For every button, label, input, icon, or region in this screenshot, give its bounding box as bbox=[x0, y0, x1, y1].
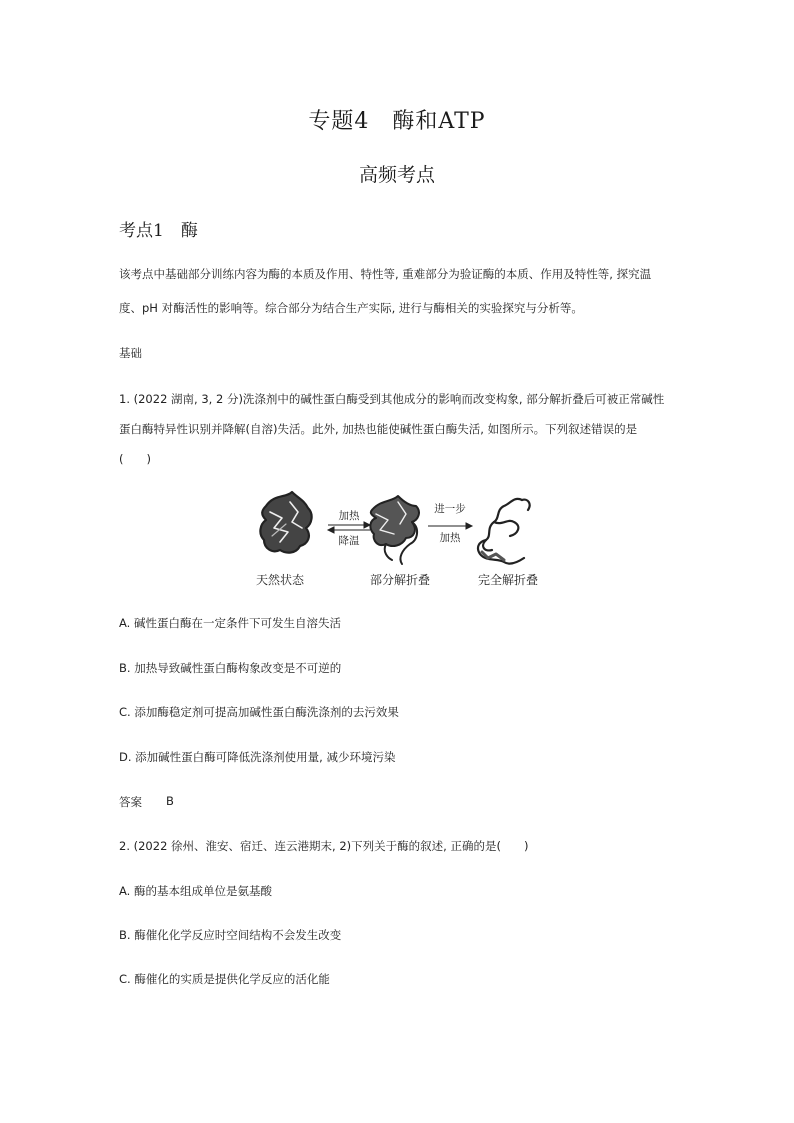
q1-answer-value: B bbox=[166, 794, 174, 808]
full-unfold-label: 完全解折叠 bbox=[477, 573, 539, 587]
partially-unfolded-protein-image bbox=[370, 496, 419, 564]
arrow2-top-label: 进一步 bbox=[434, 503, 466, 515]
protein-folding-figure bbox=[252, 488, 552, 588]
native-state-label: 天然状态 bbox=[255, 573, 305, 587]
q2-option-b: B. 酶催化化学反应时空间结构不会发生改变 bbox=[119, 928, 342, 942]
arrow1-top-label: 加热 bbox=[338, 510, 360, 522]
arrow1-bottom-label: 降温 bbox=[338, 535, 360, 547]
intro-line-1: 该考点中基础部分训练内容为酶的本质及作用、特性等, 重难部分为验证酶的本质、作用及特性等, 探究温 bbox=[119, 267, 652, 281]
q2-stem: 2. (2022 徐州、淮安、宿迁、连云港期末, 2)下列关于酶的叙述, 正确的是( ) bbox=[119, 839, 529, 853]
partial-unfold-label: 部分解折叠 bbox=[369, 573, 431, 587]
q1-stem-line-1: 1. (2022 湖南, 3, 2 分)洗涤剂中的碱性蛋白酶受到其他成分的影响而改变构象, 部分解折叠后可被正常碱性 bbox=[119, 392, 665, 406]
q2-option-a: A. 酶的基本组成单位是氨基酸 bbox=[119, 884, 272, 898]
q1-option-c: C. 添加酶稳定剂可提高加碱性蛋白酶洗涤剂的去污效果 bbox=[119, 705, 399, 719]
section-heading: 考点1 酶 bbox=[119, 221, 198, 241]
forward-arrow bbox=[428, 523, 472, 529]
intro-line-2: 度、pH 对酶活性的影响等。综合部分为结合生产实际, 进行与酶相关的实验探究与分析等。 bbox=[119, 301, 583, 315]
reversible-arrow bbox=[328, 522, 370, 533]
q1-answer-label: 答案 bbox=[119, 795, 142, 809]
q1-stem-line-2: 蛋白酶特异性识别并降解(自溶)失活。此外, 加热也能使碱性蛋白酶失活, 如图所示。下列叙述错误的是 bbox=[119, 422, 638, 436]
q1-answer-blank: ( ) bbox=[119, 452, 151, 466]
q1-option-d: D. 添加碱性蛋白酶可降低洗涤剂使用量, 减少环境污染 bbox=[119, 750, 396, 764]
arrow2-bottom-label: 加热 bbox=[439, 532, 461, 544]
q1-option-b: B. 加热导致碱性蛋白酶构象改变是不可逆的 bbox=[119, 661, 342, 675]
page-subtitle: 高频考点 bbox=[358, 164, 435, 186]
q2-option-c: C. 酶催化的实质是提供化学反应的活化能 bbox=[119, 972, 330, 986]
q1-option-a: A. 碱性蛋白酶在一定条件下可发生自溶失活 bbox=[119, 616, 341, 630]
fully-unfolded-protein-image bbox=[478, 499, 530, 564]
level-label: 基础 bbox=[119, 346, 142, 360]
native-protein-image bbox=[260, 492, 311, 553]
page-title: 专题4 酶和ATP bbox=[308, 109, 486, 134]
